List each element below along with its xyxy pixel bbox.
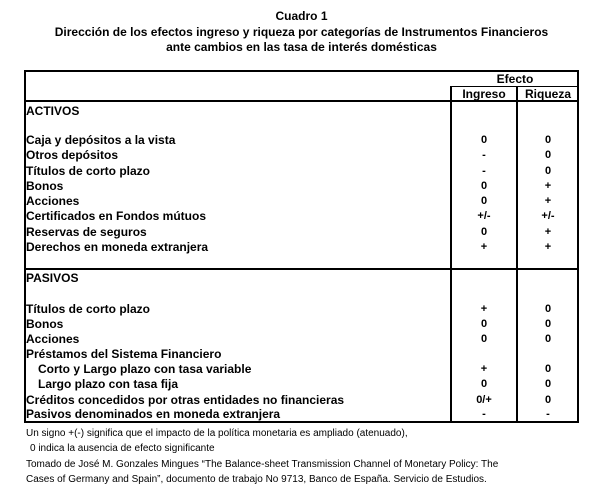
row-label: Caja y depósitos a la vista: [26, 133, 176, 147]
row-label: Títulos de corto plazo: [26, 164, 151, 178]
ingreso-value: -: [482, 408, 486, 420]
row-label: Créditos concedidos por otras entidades no financieras: [26, 393, 345, 407]
column-divider-left: [450, 86, 452, 423]
riqueza-value: 0: [544, 134, 552, 146]
ingreso-value: 0: [480, 195, 488, 207]
table-title: Dirección de los efectos ingreso y riqueza por categorías de Instrumentos Financieros: [54, 25, 549, 39]
riqueza-value: +: [544, 180, 552, 192]
ingreso-value: 0: [480, 134, 488, 146]
header-riqueza: Riqueza: [524, 87, 571, 101]
row-label: Largo plazo con tasa fija: [38, 377, 179, 391]
riqueza-value: 0: [544, 394, 552, 406]
row-label: Reservas de seguros: [26, 225, 147, 239]
row-label: Pasivos denominados en moneda extranjera: [26, 407, 281, 421]
riqueza-value: -: [546, 408, 550, 420]
ingreso-value: 0: [480, 226, 488, 238]
row-label: Otros depósitos: [26, 148, 119, 162]
row-label: Acciones: [26, 194, 80, 208]
ingreso-value: 0: [480, 318, 488, 330]
riqueza-value: 0: [544, 378, 552, 390]
riqueza-value: 0: [544, 149, 552, 161]
table-caption: Cuadro 1: [275, 9, 328, 23]
row-label: Acciones: [26, 332, 80, 346]
ingreso-value: +: [480, 303, 488, 315]
section-heading-activos: ACTIVOS: [26, 104, 80, 118]
row-label: Derechos en moneda extranjera: [26, 240, 209, 254]
source-citation-line2: Cases of Germany and Spain”, documento de trabajo No 9713, Banco de España. Servicio de Estudios.: [26, 474, 487, 485]
header-ingreso: Ingreso: [462, 87, 506, 101]
row-label: Corto y Largo plazo con tasa variable: [38, 362, 252, 376]
riqueza-value: 0: [544, 363, 552, 375]
footnote-zero-meaning: 0 indica la ausencia de efecto significante: [30, 443, 215, 454]
riqueza-value: +: [544, 226, 552, 238]
ingreso-value: 0: [480, 333, 488, 345]
ingreso-value: 0: [480, 378, 488, 390]
source-citation-line1: Tomado de José M. Gonzales Mingues “The Balance-sheet Transmission Channel of Monetary Policy: The: [26, 459, 499, 470]
row-label: Bonos: [26, 179, 64, 193]
ingreso-value: -: [482, 165, 486, 177]
section-divider: [24, 268, 579, 270]
riqueza-value: 0: [544, 165, 552, 177]
row-label: Títulos de corto plazo: [26, 302, 151, 316]
row-label: Préstamos del Sistema Financiero: [26, 347, 222, 361]
table-subtitle: ante cambios en las tasa de interés domésticas: [166, 40, 437, 54]
ingreso-value: -: [482, 149, 486, 161]
ingreso-value: 0: [480, 180, 488, 192]
riqueza-value: +: [544, 241, 552, 253]
footnote-sign-meaning: Un signo +(-) significa que el impacto de la política monetaria es ampliado (atenuado),: [26, 428, 408, 439]
ingreso-value: +/-: [477, 210, 491, 222]
section-heading-pasivos: PASIVOS: [26, 271, 79, 285]
ingreso-value: +: [480, 241, 488, 253]
row-label: Bonos: [26, 317, 64, 331]
row-label: Certificados en Fondos mútuos: [26, 209, 207, 223]
ingreso-value: +: [480, 363, 488, 375]
riqueza-value: +: [544, 195, 552, 207]
riqueza-value: 0: [544, 318, 552, 330]
riqueza-value: 0: [544, 333, 552, 345]
riqueza-value: 0: [544, 303, 552, 315]
header-efecto: Efecto: [496, 72, 534, 86]
riqueza-value: +/-: [541, 210, 555, 222]
ingreso-value: 0/+: [476, 394, 492, 406]
